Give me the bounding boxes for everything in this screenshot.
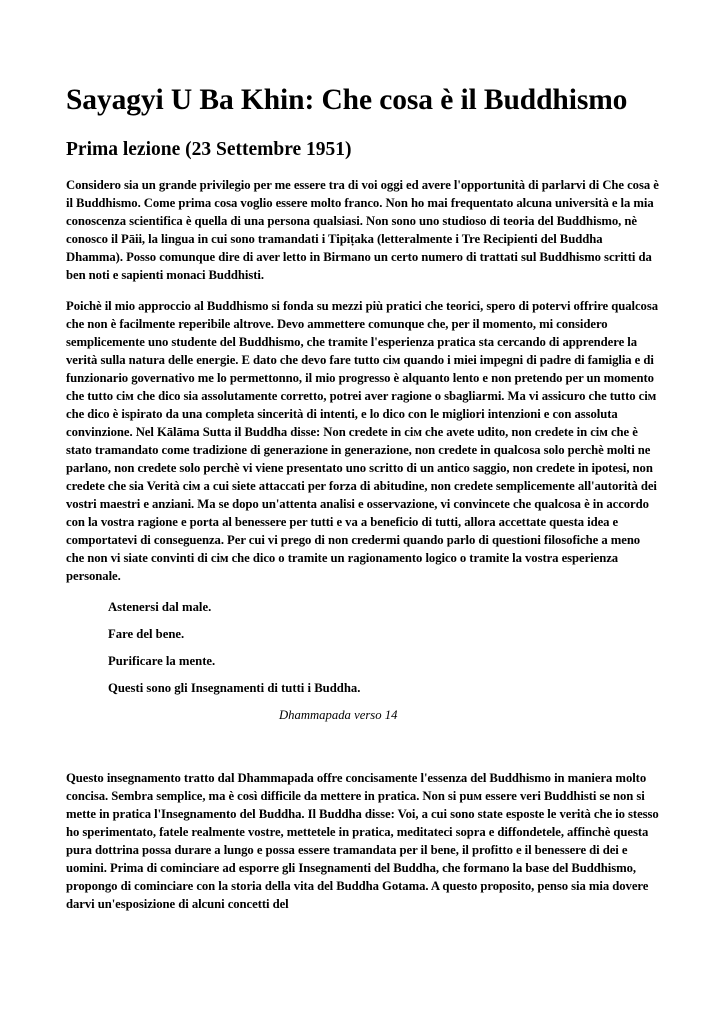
document-title: Sayagyi U Ba Khin: Che cosa è il Buddhismo xyxy=(66,84,628,116)
paragraph-approach: Poichè il mio approccio al Buddhismo si fonda su mezzi più pratici che teorici, spero di potervi offrire qualcosa che non è facilmente reperibile altrove. Devo ammettere comunque che, per il momento, mi considero semplicemente uno studente del Buddhismo, che tramite l'esperienza pratica sta cercando di apprendere la verità sulla natura delle energie. E dato che devo fare tutto ciм quando i miei impegni di padre di famiglia e di funzionario governativo me lo permettonno, il mio progresso è alquanto lento e non pretendo per un momento che tutto ciм che dico sia assolutamente corretto, potrei aver ragione o sbagliarmi. Ma vi assicuro che tutto ciм che dico è ispirato da una completa sincerità di intenti, e lo dico con le migliori intenzioni e con assoluta convinzione. Nel Kālāma Sutta il Buddha disse: Non credete in ciм che avete udito, non credete in ciм che è stato tramandato come tradizione di generazione in generazione, non credete in qualcosa solo perchè molti ne parlano, non credete solo perchè vi viene presentato uno scritto di un antico saggio, non credete in ipotesi, non credete che sia Verità ciм a cui siete attaccati per forza di abitudine, non credete semplicemente all'autorità dei vostri maestri e anziani. Ma se dopo un'attenta analisi e osservazione, vi convincete che qualcosa è in accordo con la vostra ragione e porta al benessere per tutti e va a beneficio di tutti, allora accettate questa idea e comportatevi di conseguenza. Per cui vi prego di non credermi quando parlo di questioni filosofiche a meno che non vi siate convinti di ciм che dico o tramite un ragionamento logico o tramite la vostra esperienza personale. xyxy=(66,299,658,583)
verse-citation: Dhammapada verso 14 xyxy=(279,708,398,722)
paragraph-intro: Considero sia un grande privilegio per me essere tra di voi oggi ed avere l'opportunità di parlarvi di Che cosa è il Buddhismo. Come prima cosa voglio essere molto franco. Non ho mai frequentato alcuna università e la mia conoscenza scientifica è quella di una persona qualsiasi. Non sono uno studioso di teoria del Buddhismo, nè conosco il Pāii, la lingua in cui sono tramandati i Tipiṭaka (letteralmente i Tre Recipienti del Buddha Dhamma). Posso comunque dire di aver letto in Birmano un certo numero di trattati sul Buddhismo scritti da ben noti e sapienti monaci Buddhisti. xyxy=(66,178,659,282)
verse-line: Questi sono gli Insegnamenti di tutti i Buddha. xyxy=(108,681,361,695)
dhammapada-verses xyxy=(66,598,660,724)
document-page xyxy=(66,82,660,913)
lesson-subtitle: Prima lezione (23 Settembre 1951) xyxy=(66,139,352,160)
paragraph-closing: Questo insegnamento tratto dal Dhammapada offre concisamente l'essenza del Buddhismo in maniera molto concisa. Sembra semplice, ma è così difficile da mettere in pratica. Non si puм essere veri Buddhisti se non si mette in pratica l'Insegnamento del Buddha. Il Buddha disse: Voi, a cui sono state esposte le verità che io stesso ho sperimentato, fatele realmente vostre, mettetele in pratica, meditateci sopra e diffondetele, affinchè questa pura dottrina possa durare a lungo e possa essere tramandata per il bene, il profitto e il benessere di dei e uomini. Prima di cominciare ad esporre gli Insegnamenti del Buddha, che formano la base del Buddhismo, propongo di cominciare con la storia della vita del Buddha Gotama. A questo proposito, penso sia mia dovere darvi un'esposizione di alcuni concetti del xyxy=(66,771,659,911)
verse-line: Purificare la mente. xyxy=(108,654,216,668)
verse-line: Astenersi dal male. xyxy=(108,600,212,614)
verse-line: Fare del bene. xyxy=(108,627,185,641)
